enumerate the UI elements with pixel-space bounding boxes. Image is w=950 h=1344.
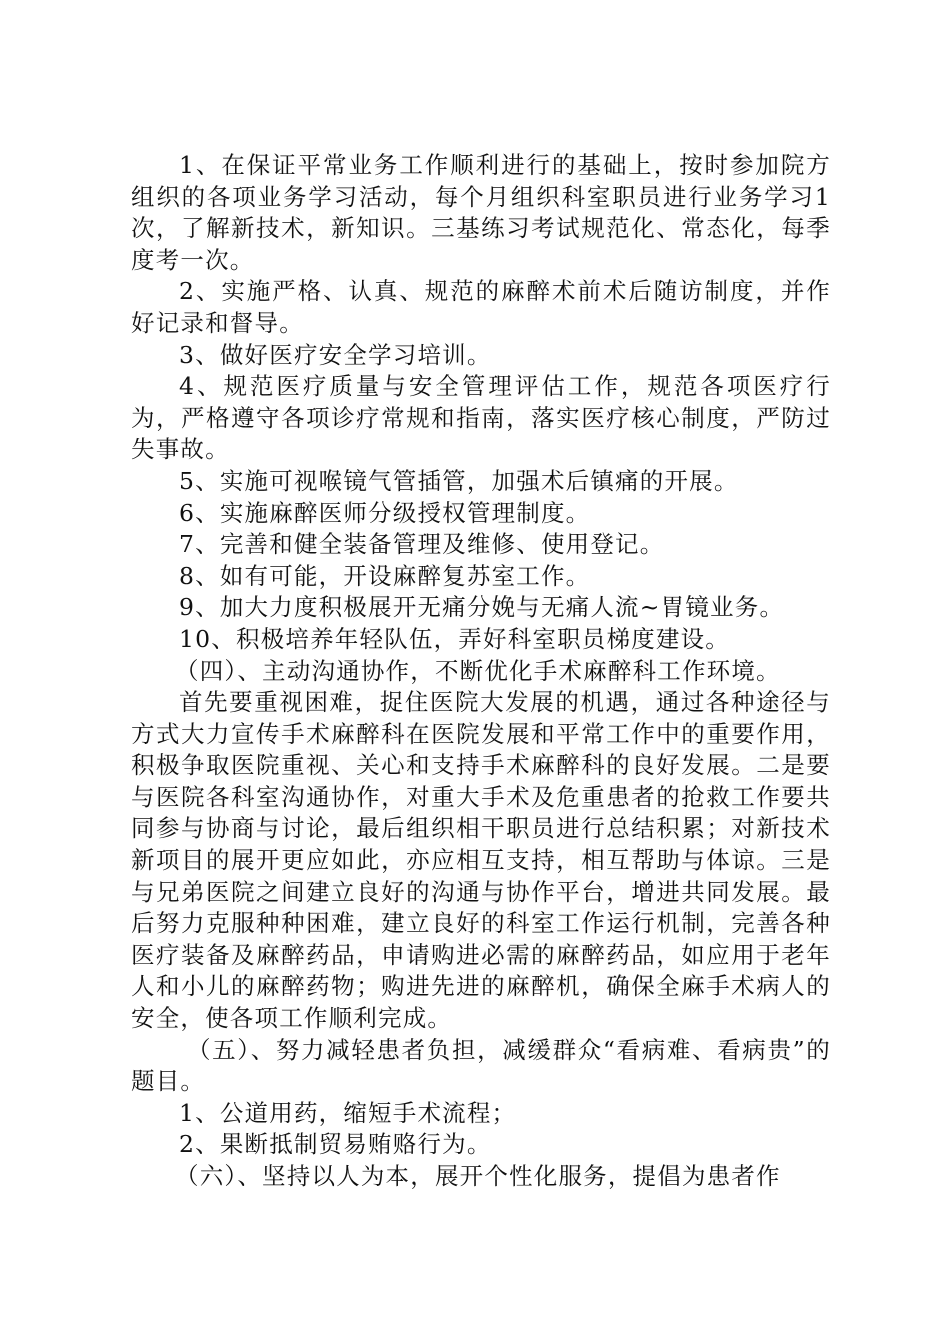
document-body bbox=[131, 150, 831, 1193]
paragraph-item-6: 6、实施麻醉医师分级授权管理制度。 bbox=[179, 498, 591, 527]
paragraph-item-10: 10、积极培养年轻队伍，弄好科室职员梯度建设。 bbox=[179, 624, 731, 653]
section-heading-5: （五）、努力减轻患者负担，减缓群众“看病难、看病贵”的题目。 bbox=[131, 1035, 831, 1096]
paragraph-item-3: 3、做好医疗安全学习培训。 bbox=[179, 340, 492, 369]
paragraph-item-5: 5、实施可视喉镜气管插管，加强术后镇痛的开展。 bbox=[179, 466, 739, 495]
paragraph-item-2: 2、实施严格、认真、规范的麻醉术前术后随访制度，并作好记录和督导。 bbox=[131, 277, 831, 337]
section-heading-4: （四）、主动沟通协作，不断优化手术麻醉科工作环境。 bbox=[175, 656, 781, 685]
section-heading-6: （六）、坚持以人为本，展开个性化服务，提倡为患者作 bbox=[175, 1162, 781, 1190]
paragraph-item-9: 9、加大力度积极展开无痛分娩与无痛人流~胃镜业务。 bbox=[179, 593, 785, 622]
paragraph-item-5-2: 2、果断抵制贸易贿赂行为。 bbox=[179, 1130, 492, 1159]
paragraph-item-5-1: 1、公道用药，缩短手术流程； bbox=[179, 1098, 517, 1127]
paragraph-item-1: 1、在保证平常业务工作顺利进行的基础上，按时参加院方组织的各项业务学习活动，每个月组织科室职员进行业务学习1次，了解新技术，新知识。三基练习考试规范化、常态化，每季度考一次。 bbox=[131, 151, 831, 274]
paragraph-item-8: 8、如有可能，开设麻醉复苏室工作。 bbox=[179, 561, 591, 590]
paragraph-item-4: 4、规范医疗质量与安全管理评估工作，规范各项医疗行为，严格遵守各项诊疗常规和指南，落实医疗核心制度，严防过失事故。 bbox=[131, 372, 831, 464]
paragraph-body-4: 首先要重视困难，捉住医院大发展的机遇，通过各种途径与方式大力宣传手术麻醉科在医院发展和平常工作中的重要作用，积极争取医院重视、关心和支持手术麻醉科的良好发展。二是要与医院各科室沟通协作，对重大手术及危重患者的抢救工作要共同参与协商与讨论，最后组织相干职员进行总结积累；对新技术新项目的展开更应如此，亦应相互支持，相互帮助与体谅。三是与兄弟医院之间建立良好的沟通与协作平台，增进共同发展。最后努力克服种种困难，建立良好的科室工作运行机制，完善各种医疗装备及麻醉药品，申请购进必需的麻醉药品，如应用于老年人和小儿的麻醉药物；购进先进的麻醉机，确保全麻手术病人的安全，使各项工作顺利完成。 bbox=[131, 688, 831, 1033]
paragraph-item-7: 7、完善和健全装备管理及维修、使用登记。 bbox=[179, 530, 665, 559]
